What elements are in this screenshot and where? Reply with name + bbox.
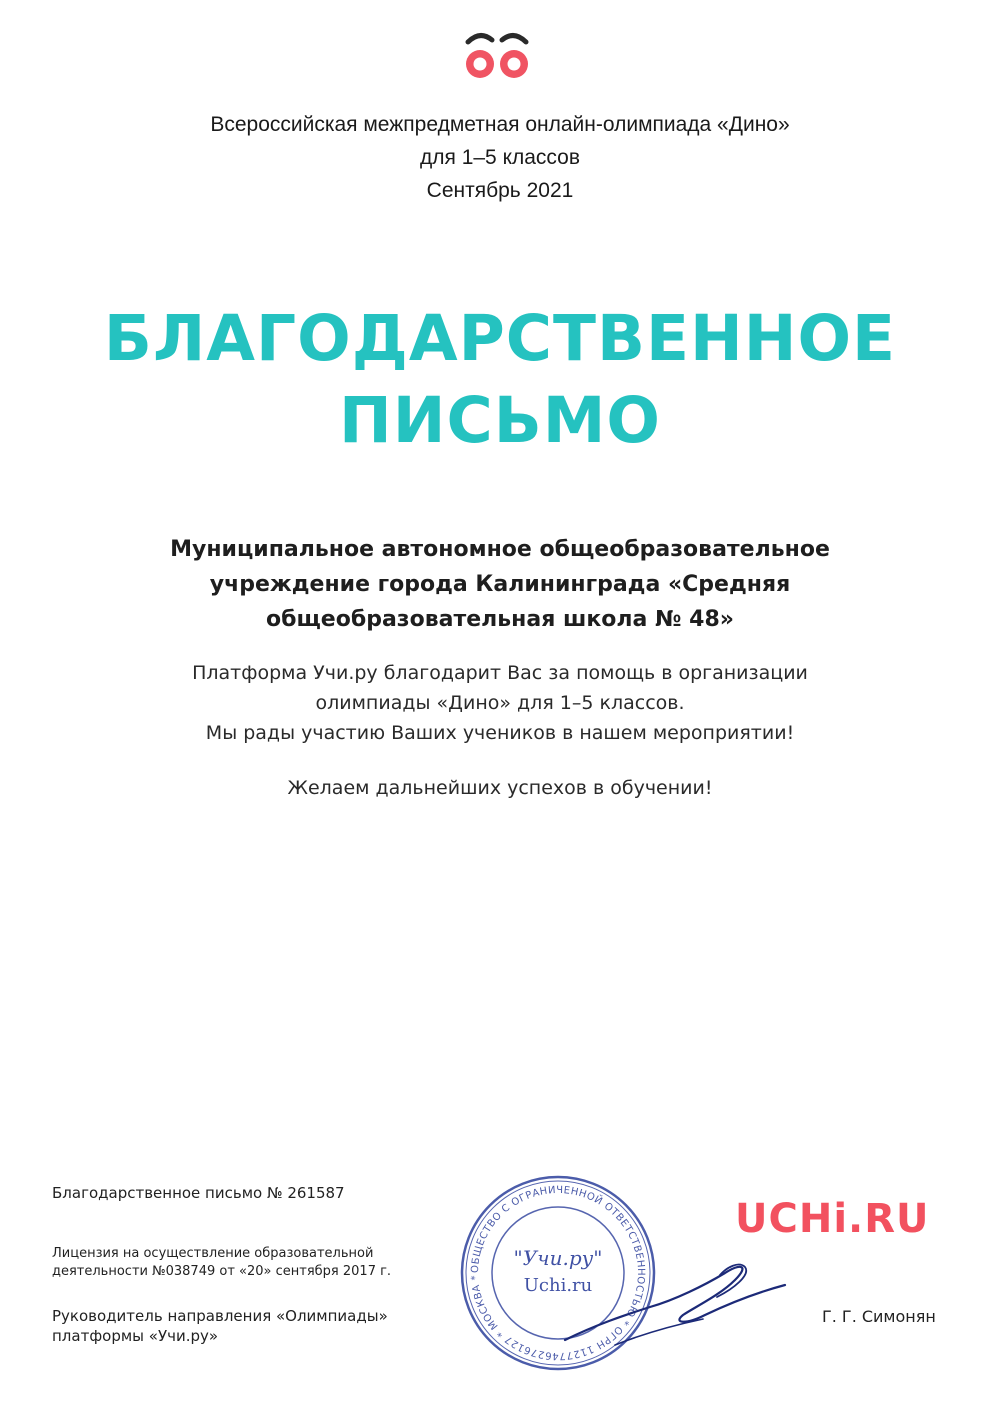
title-line-1: БЛАГОДАРСТВЕННОЕ	[103, 302, 897, 375]
title-line-2: ПИСЬМО	[339, 384, 661, 457]
license-line-1: Лицензия на осуществление образовательной	[52, 1246, 374, 1261]
signer-name: Г. Г. Симонян	[822, 1307, 936, 1326]
uchi-eyes-logo-icon	[462, 28, 532, 82]
license-info	[52, 1245, 391, 1281]
recipient-organization	[80, 532, 920, 637]
uchi-ru-logo: UCHi.RU	[735, 1196, 930, 1242]
position-line-1: Руководитель направления «Олимпиады»	[52, 1307, 388, 1325]
recipient-line-2: учреждение города Калининграда «Средняя	[209, 572, 791, 597]
olympiad-header	[100, 108, 900, 207]
stamp-center-line-1: "Учи.ру"	[513, 1246, 603, 1270]
handwritten-signature-icon	[555, 1245, 795, 1355]
header-line-2: для 1–5 классов	[419, 146, 580, 169]
position-line-2: платформы «Учи.ру»	[52, 1327, 219, 1345]
stamp-center-line-2: Uchi.ru	[523, 1275, 593, 1296]
letter-number: Благодарственное письмо № 261587	[52, 1184, 345, 1202]
header-line-3: Сентябрь 2021	[426, 179, 574, 202]
gratitude-message	[80, 658, 920, 748]
wish-text: Желаем дальнейших успехов в обучении!	[287, 777, 713, 799]
message-line-1: Платформа Учи.ру благодарит Вас за помощь в организации	[192, 662, 808, 684]
recipient-line-1: Муниципальное автономное общеобразовательное	[170, 537, 830, 562]
header-line-1: Всероссийская межпредметная онлайн-олимпиада «Дино»	[210, 113, 790, 136]
signer-position	[52, 1306, 388, 1346]
message-line-3: Мы рады участию Ваших учеников в нашем мероприятии!	[205, 722, 795, 744]
stamp-ring-text: ОБЩЕСТВО С ОГРАНИЧЕННОЙ ОТВЕТСТВЕННОСТЬЮ * ОГРН 1127746276127 * МОСКВА *	[469, 1184, 647, 1362]
message-line-2: олимпиады «Дино» для 1–5 классов.	[315, 692, 685, 714]
license-line-2: деятельности №038749 от «20» сентября 2017 г.	[52, 1264, 392, 1279]
document-title	[40, 298, 960, 462]
recipient-line-3: общеобразовательная школа № 48»	[266, 607, 734, 632]
